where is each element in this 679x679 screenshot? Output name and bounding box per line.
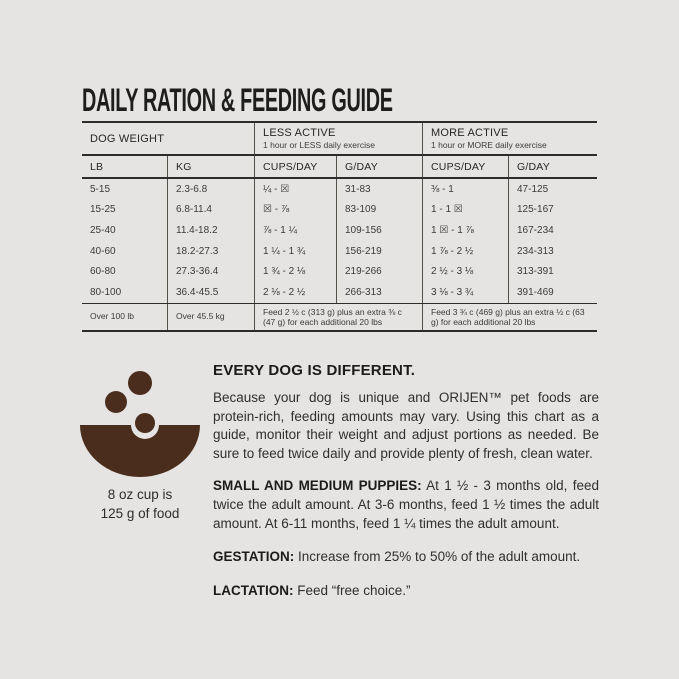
cell-g-less: 109-156 [336,220,422,241]
cell-cups-more: ⅜ - 1 [422,179,508,200]
table-row [82,220,597,241]
cell-lb: 40-60 [90,245,116,257]
cell-lb: 5-15 [90,183,111,195]
cell-g-more: 391-469 [508,282,597,303]
cell-cups-more: 2 ½ - 3 ⅛ [422,261,508,282]
footer-lb: Over 100 lb [90,311,134,322]
cell-cups-less: ⅞ - 1 ¼ [254,220,336,241]
less-active-label: LESS ACTIVE [263,127,336,139]
table-footer-row [82,303,597,332]
dog-weight-label: DOG WEIGHT [90,132,165,145]
cell-g-more: 125-167 [508,200,597,221]
cell-g-less: 266-313 [336,282,422,303]
lactation-text: Feed “free choice.” [293,582,411,598]
table-header-columns [82,156,597,179]
footer-less-instructions: Feed 2 ½ c (313 g) plus an extra ⅜ c (47 g) for each additional 20 lbs [254,304,422,330]
info-heading: EVERY DOG IS DIFFERENT. [213,362,416,379]
cell-cups-more: 1 ☒ - 1 ⅞ [422,220,508,241]
cell-g-more: 167-234 [508,220,597,241]
header-dog-weight [82,123,254,154]
cell-kg: 6.8-11.4 [167,200,254,221]
cell-g-less: 156-219 [336,241,422,262]
page-title: DAILY RATION & FEEDING GUIDE [82,82,393,118]
cell-g-more: 313-391 [508,261,597,282]
cell-lb: 15-25 [90,204,116,216]
info-paragraph: Because your dog is unique and ORIJEN™ pet foods are protein-rich, feeding amounts may vary. Using this chart as a guide, monitor their weight and adjust portions as needed. Be sure to feed twice daily and provide plenty of fresh, clean water. [213,390,599,461]
food-bowl-icon [78,368,202,480]
cell-cups-less: ☒ - ⅞ [254,200,336,221]
gestation-text: Increase from 25% to 50% of the adult amount. [294,549,581,565]
header-more-active [422,123,597,154]
col-header-cups-more: CUPS/DAY [422,156,508,177]
col-header-kg: KG [167,156,254,177]
table-row [82,261,597,282]
bowl-kibble-icon [78,368,202,480]
cell-cups-more: 1 ⅞ - 2 ½ [422,241,508,262]
cell-g-more: 47-125 [508,179,597,200]
table-row [82,179,597,200]
puppies-text: At 1 ½ - 3 months old, feed twice the adult amount. At 3-6 months, feed 1 ½ times the adult amount. At 6-11 months, feed 1 ¼ times the adult amount. [213,478,599,531]
gestation-paragraph [213,548,599,567]
less-active-subtitle: 1 hour or LESS daily exercise [263,140,375,150]
cup-caption-line2: 125 g of food [100,505,180,521]
footer-more-instructions: Feed 3 ¾ c (469 g) plus an extra ½ c (63 g) for each additional 20 lbs [422,304,597,330]
puppies-label: SMALL AND MEDIUM PUPPIES: [213,478,422,494]
col-header-g-less: G/DAY [336,156,422,177]
table-row [82,282,597,303]
cell-g-less: 31-83 [336,179,422,200]
info-column [213,362,599,600]
cell-g-less: 83-109 [336,200,422,221]
cell-cups-less: 2 ⅛ - 2 ½ [254,282,336,303]
table-row [82,241,597,262]
feeding-table [82,121,597,332]
puppies-paragraph [213,477,599,533]
gestation-label: GESTATION: [213,549,295,565]
cup-caption-line1: 8 oz cup is [107,487,173,502]
cup-measure-caption [66,486,214,523]
cell-lb: 80-100 [90,286,122,298]
col-header-g-more: G/DAY [508,156,597,177]
footer-kg: Over 45.5 kg [167,304,254,330]
cell-kg: 36.4-45.5 [167,282,254,303]
cell-kg: 18.2-27.3 [167,241,254,262]
cell-lb: 25-40 [90,224,116,236]
cell-cups-less: 1 ¾ - 2 ⅛ [254,261,336,282]
more-active-label: MORE ACTIVE [431,127,509,139]
cell-kg: 2.3-6.8 [167,179,254,200]
cell-cups-more: 1 - 1 ☒ [422,200,508,221]
cell-cups-less: ¼ - ☒ [254,179,336,200]
cell-lb: 60-80 [90,266,116,278]
cell-cups-less: 1 ¼ - 1 ¾ [254,241,336,262]
col-header-lb: LB [90,160,104,173]
table-header-groups [82,123,597,156]
lactation-paragraph [213,582,599,601]
cell-kg: 27.3-36.4 [167,261,254,282]
cell-g-more: 234-313 [508,241,597,262]
more-active-subtitle: 1 hour or MORE daily exercise [431,140,547,150]
cell-g-less: 219-266 [336,261,422,282]
header-less-active [254,123,422,154]
cell-cups-more: 3 ⅛ - 3 ¾ [422,282,508,303]
table-row [82,200,597,221]
cell-kg: 11.4-18.2 [167,220,254,241]
lactation-label: LACTATION: [213,582,294,598]
col-header-cups-less: CUPS/DAY [254,156,336,177]
